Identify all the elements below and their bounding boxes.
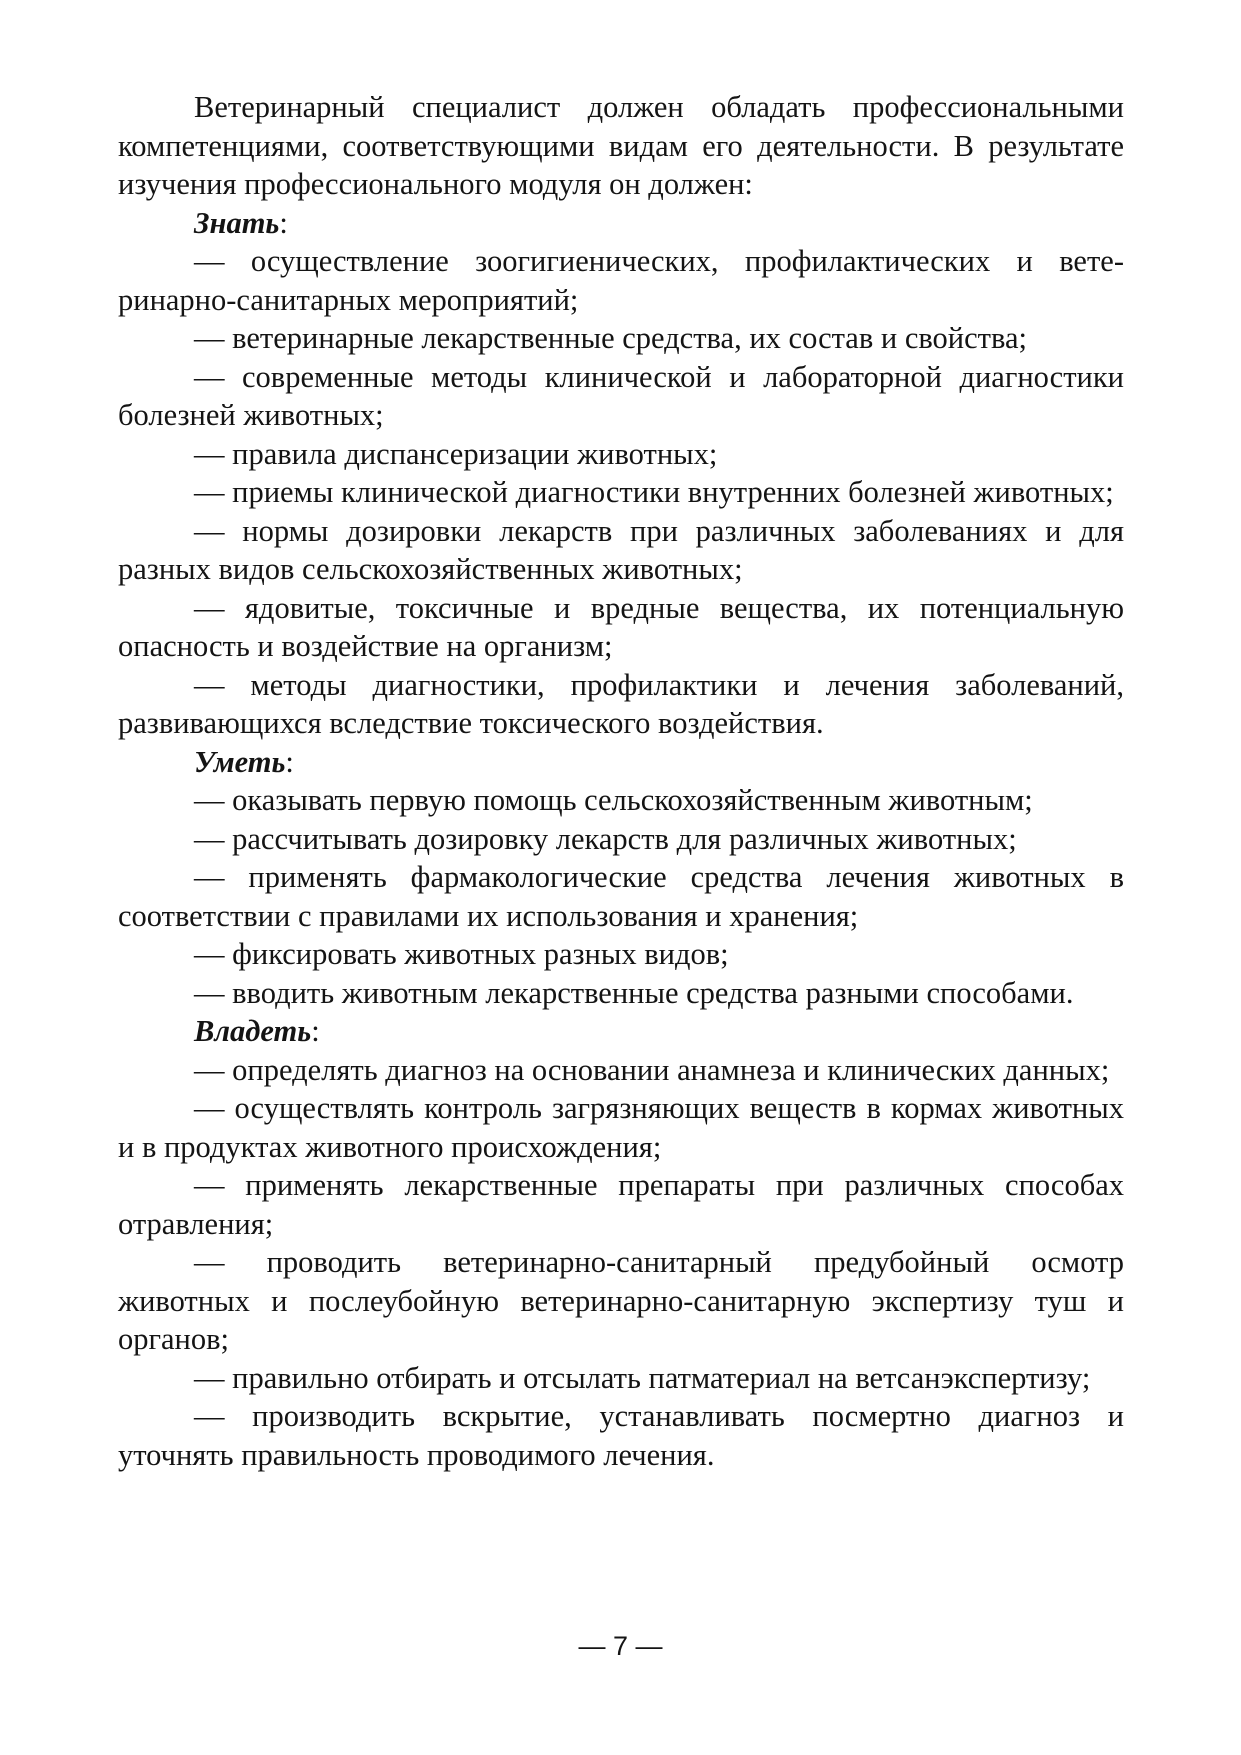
section-heading-know: Знать: (194, 205, 288, 240)
master-heading-text: Владеть (194, 1014, 312, 1048)
list-item: — определять диагноз на основании анамнеза и клинических данных; (194, 1052, 1110, 1087)
document-body (118, 88, 1124, 1474)
list-item: — приемы клинической диагностики внутренних болезней животных; (194, 475, 1114, 509)
list-item: — применять лекарственные препараты при различных способах отравления; (118, 1168, 1124, 1241)
list-item: — проводить ветеринарно-санитарный предубойный осмотр животных и послеубойную ветеринарно-санитарную экспертизу туш и органов; (118, 1245, 1124, 1356)
list-item: — правильно отбирать и отсылать патматериал на ветсанэкспертизу; (194, 1360, 1091, 1395)
list-item: — правила диспансеризации животных; (194, 436, 718, 471)
can-heading-text: Уметь (194, 744, 286, 779)
list-item: — производить вскрытие, устанавливать посмертно диагноз и уточнять правильность проводимого лечения. (118, 1399, 1124, 1472)
list-item: — методы диагностики, профилактики и лечения заболеваний, развивающихся вследствие токсического воздействия. (118, 667, 1124, 740)
list-item: — нормы дозировки лекарств при различных заболеваниях и для разных видов сельскохозяйственных животных; (118, 513, 1124, 586)
page-number: — 7 — (578, 1631, 663, 1661)
list-item: — вводить животным лекарственные средства разными способами. (194, 975, 1074, 1010)
list-item: — осуществление зоогигиенических, профилактических и ветеринарно-санитарных мероприятий; (118, 244, 1124, 317)
list-item: — рассчитывать дозировку лекарств для различных животных; (194, 821, 1017, 856)
know-heading-text: Знать (194, 205, 280, 240)
list-item: — осуществлять контроль загрязняющих веществ в кормах животных и в продуктах животного происхождения; (118, 1091, 1124, 1164)
list-item: — фиксировать животных разных видов; (194, 937, 729, 971)
list-item: — современные методы клинической и лабораторной диагностики болезней животных; (118, 359, 1124, 432)
list-item: — оказывать первую помощь сельскохозяйственным животным; (194, 783, 1033, 817)
list-item: — ядовитые, токсичные и вредные вещества, их потенциальную опасность и воздействие на организм; (118, 590, 1124, 663)
list-item: — ветеринарные лекарственные средства, их состав и свойства; (194, 321, 1028, 355)
section-heading-master: Владеть: (194, 1014, 320, 1048)
intro-paragraph: Ветеринарный специалист должен обладать профессиональными компетенциями, соответствующими видам его деятельности. В результате изучения профессионального модуля он должен: (118, 90, 1124, 201)
section-heading-can: Уметь: (194, 744, 294, 779)
list-item: — применять фармакологические средства лечения животных в соответствии с правилами их использования и хранения; (118, 860, 1124, 933)
